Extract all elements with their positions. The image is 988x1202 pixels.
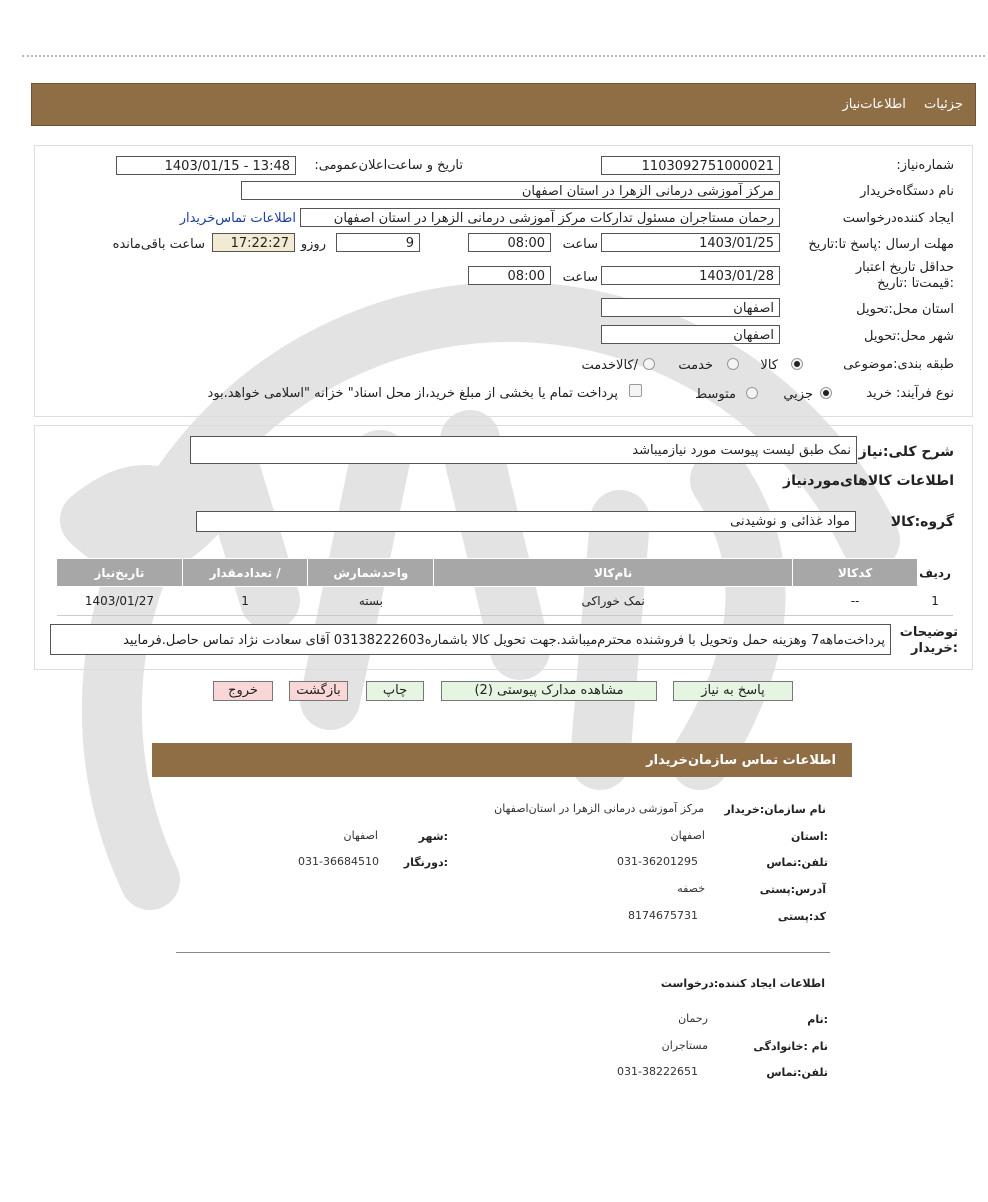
notes-label-text: توضیحات :خریدار xyxy=(899,625,958,656)
summary-field: نمک طبق لیست پیوست مورد نیازمیباشد xyxy=(190,436,857,464)
cell-code: -- xyxy=(793,587,918,616)
province-field: اصفهان xyxy=(601,298,780,317)
contact-city-label: :شهر xyxy=(418,830,448,843)
col-unit: واحدشمارش xyxy=(308,559,434,587)
city-label: شهر محل:تحویل xyxy=(864,329,954,344)
breadcrumb xyxy=(828,97,963,112)
validity-time-label: ساعت xyxy=(562,270,598,285)
cell-qty: 1 xyxy=(182,587,308,616)
cell-date: 1403/01/27 xyxy=(57,587,183,616)
deadline-time-label: ساعت xyxy=(562,237,598,252)
creator-phone-label: تلفن:تماس xyxy=(766,1066,828,1079)
group-field: مواد غذائی و نوشیدنی xyxy=(196,511,856,532)
process-minor-label: جزیي xyxy=(783,387,813,402)
contact-title: اطلاعات تماس سازمان‌خریدار xyxy=(646,753,836,768)
summary-label: شرح کلی:نیاز xyxy=(858,444,954,460)
category-goods-radio[interactable] xyxy=(791,358,803,370)
postal-label: کد:پستی xyxy=(777,910,826,923)
contact-province-value: اصفهان xyxy=(670,829,705,842)
validity-time-field: 08:00 xyxy=(468,266,551,285)
creator-family-value: مستاجران xyxy=(661,1039,708,1052)
buyer-contact-link[interactable]: اطلاعات تماس‌خریدار xyxy=(179,211,296,226)
header-bar xyxy=(31,83,976,126)
treasury-label: پرداخت تمام یا بخشی از مبلغ خرید،از محل اسناد" خزانه "اسلامی خواهد.بود xyxy=(207,386,618,401)
col-row: ردیف xyxy=(918,559,953,587)
category-both-label: /کالاخدمت xyxy=(581,358,638,373)
cell-unit: بسته xyxy=(308,587,434,616)
creator-label: ایجاد کننده‌درخواست xyxy=(842,211,954,226)
reply-button[interactable]: پاسخ به نیاز xyxy=(673,681,793,701)
col-qty: / تعدادمقدار xyxy=(182,559,308,587)
breadcrumb-details[interactable]: جزئیات xyxy=(924,97,963,112)
category-service-label: خدمت xyxy=(678,358,713,373)
creator-field: رحمان مستاجران مسئول تدارکات مرکز آموزشی درمانی الزهرا در استان اصفهان xyxy=(300,208,780,227)
view-docs-button[interactable]: مشاهده مدارک پیوستی (2) xyxy=(441,681,657,701)
province-label: استان محل:تحویل xyxy=(856,302,954,317)
need-number-field: 1103092751000021 xyxy=(601,156,780,175)
days-label: روزو xyxy=(300,237,326,252)
fax-label: :دورنگار xyxy=(403,856,448,869)
creator-info-title: اطلاعات ایجاد کننده:درخواست xyxy=(660,977,825,990)
category-both-radio[interactable] xyxy=(643,358,655,370)
col-code: کدکالا xyxy=(793,559,918,587)
remaining-label: ساعت باقی‌مانده xyxy=(112,237,205,252)
deadline-date-field: 1403/01/25 xyxy=(601,233,780,252)
deadline-label: مهلت ارسال :پاسخ تا:تاریخ xyxy=(808,237,954,252)
table-row xyxy=(57,587,953,616)
notes-field: پرداخت‌ماهه7 وهزینه حمل وتحویل با فروشنده محترم‌میباشد.جهت تحویل کالا باشماره03138222603 آقای سعادت نژاد تماس حاصل.فرمایید xyxy=(50,624,891,655)
creator-family-label: نام :خانوادگی xyxy=(753,1040,828,1053)
category-goods-label: کالا xyxy=(760,358,778,373)
group-label: گروه:کالا xyxy=(890,514,954,530)
contact-header-bar xyxy=(152,743,852,777)
org-value: مرکز آموزشی درمانی الزهرا در استان‌اصفهان xyxy=(494,802,704,815)
days-field: 9 xyxy=(336,233,420,252)
exit-button[interactable]: خروج xyxy=(213,681,273,701)
validity-date-field: 1403/01/28 xyxy=(601,266,780,285)
address-value: خصفه xyxy=(677,882,705,895)
notes-label xyxy=(898,625,958,657)
creator-name-value: رحمان xyxy=(678,1012,708,1025)
announce-label: تاریخ و ساعت‌اعلان‌عمومی: xyxy=(314,158,463,173)
process-minor-radio[interactable] xyxy=(820,387,832,399)
address-label: آدرس:پستی xyxy=(759,883,826,896)
city-field: اصفهان xyxy=(601,325,780,344)
goods-table-header xyxy=(57,559,953,587)
treasury-checkbox[interactable] xyxy=(629,384,642,397)
contact-province-label: :استان xyxy=(791,830,828,843)
buyer-org-label: نام دستگاه‌خریدار xyxy=(860,184,954,199)
org-label: نام سازمان:خریدار xyxy=(724,803,826,816)
process-purchase-label: خرید xyxy=(866,386,892,401)
goods-table xyxy=(56,558,953,616)
need-number-label: شماره‌نیاز: xyxy=(896,158,954,173)
creator-phone-value: 031-38222651 xyxy=(617,1065,698,1078)
goods-title: اطلاعات کالاهای‌موردنیاز xyxy=(783,473,954,489)
postal-value: 8174675731 xyxy=(628,909,698,922)
deadline-time-field: 08:00 xyxy=(468,233,551,252)
print-button[interactable]: چاپ xyxy=(366,681,424,701)
announce-field: 1403/01/15 - 13:48 xyxy=(116,156,296,175)
breadcrumb-need-info[interactable]: اطلاعات‌نیاز xyxy=(842,97,906,112)
validity-label xyxy=(824,260,954,292)
cell-row: 1 xyxy=(918,587,953,616)
process-medium-radio[interactable] xyxy=(746,387,758,399)
col-date: تاریخ‌نیاز xyxy=(57,559,183,587)
fax-value: 031-36684510 xyxy=(298,855,379,868)
top-dotted-divider xyxy=(22,55,985,57)
process-medium-label: متوسط xyxy=(695,387,736,402)
contact-phone-label: تلفن:تماس xyxy=(766,856,828,869)
section-divider xyxy=(176,952,830,953)
process-label: نوع فرآیند: xyxy=(896,386,954,401)
remaining-time-field: 17:22:27 xyxy=(212,233,295,252)
category-service-radio[interactable] xyxy=(727,358,739,370)
category-label: طبقه بندی:موضوعی xyxy=(843,357,954,372)
creator-name-label: :نام xyxy=(807,1013,828,1026)
col-name: نام‌کالا xyxy=(434,559,793,587)
back-button[interactable]: بازگشت xyxy=(289,681,348,701)
contact-city-value: اصفهان xyxy=(343,829,378,842)
validity-label-text: حداقل تاریخ اعتبار :قیمت‌تا :تاریخ xyxy=(855,260,954,291)
buyer-org-field: مرکز آموزشی درمانی الزهرا در استان اصفهان xyxy=(241,181,780,200)
contact-phone-value: 031-36201295 xyxy=(617,855,698,868)
cell-name: نمک خوراکی xyxy=(434,587,793,616)
